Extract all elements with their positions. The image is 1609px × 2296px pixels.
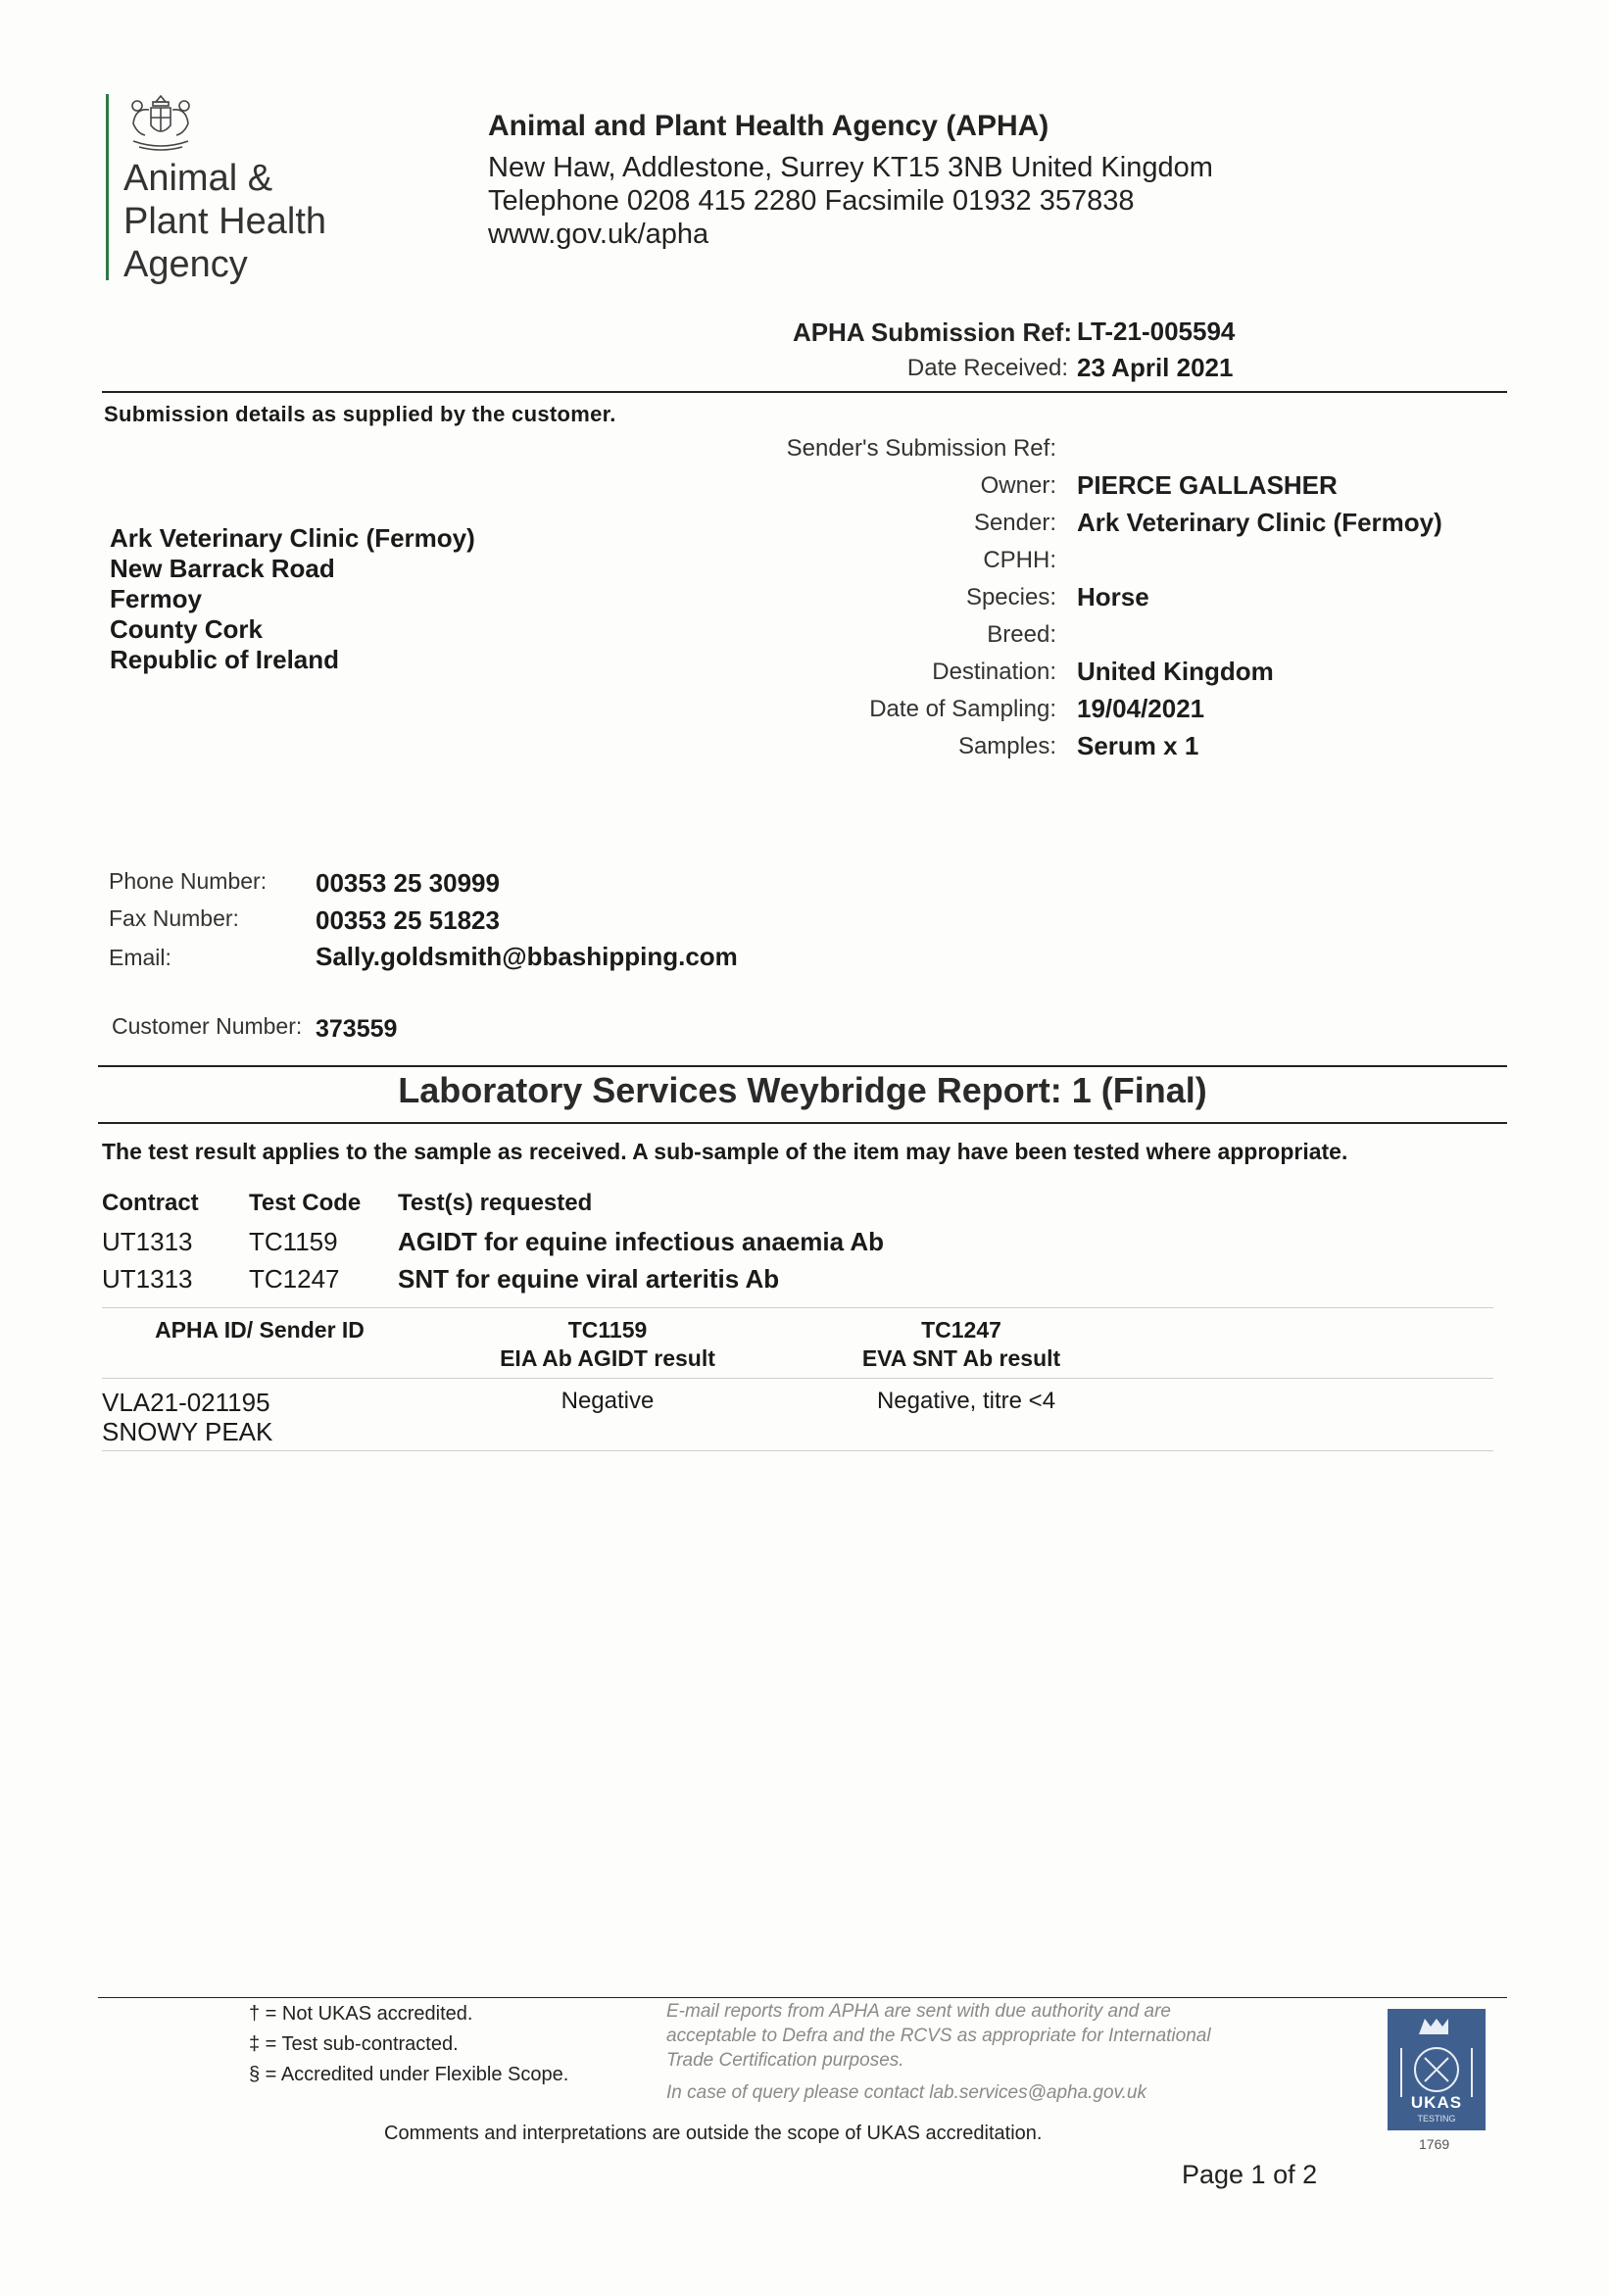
email-label: Email: — [109, 945, 171, 970]
address-line: Republic of Ireland — [110, 645, 340, 674]
table-cell-test-requested: SNT for equine viral arteritis Ab — [398, 1264, 780, 1294]
customer-address — [110, 523, 475, 675]
results-header-col2-code: TC1247 — [921, 1317, 1001, 1343]
accreditation-key — [249, 1999, 568, 2090]
divider — [98, 1122, 1507, 1124]
applies-note: The test result applies to the sample as received. A sub-sample of the item may have been tested where appropriate. — [102, 1139, 1348, 1164]
address-line: Fermoy — [110, 584, 202, 613]
contact-note: In case of query please contact lab.services@apha.gov.uk — [666, 2082, 1146, 2103]
note-line: acceptable to Defra and the RCVS as appropriate for International — [666, 2026, 1211, 2046]
table-cell-test-code: TC1159 — [249, 1227, 338, 1256]
address-line: County Cork — [110, 614, 263, 644]
note-line: E-mail reports from APHA are sent with due authority and are — [666, 2001, 1171, 2022]
fax-value: 00353 25 51823 — [316, 905, 500, 935]
ukas-comment: Comments and interpretations are outside the scope of UKAS accreditation. — [384, 2123, 1043, 2144]
submission-ref-label: APHA Submission Ref: — [792, 318, 1072, 347]
ukas-number: 1769 — [1419, 2136, 1450, 2152]
result-eva: Negative, titre <4 — [876, 1388, 1056, 1414]
customer-number-value: 373559 — [316, 1015, 398, 1043]
owner-value: PIERCE GALLASHER — [1077, 470, 1338, 500]
detail-label: Owner: — [980, 472, 1056, 499]
key-not-accredited: † = Not UKAS accredited. — [249, 2003, 473, 2025]
logo-line-2: Plant Health — [123, 201, 327, 242]
divider — [98, 1997, 1507, 1998]
divider — [102, 391, 1507, 393]
email-value[interactable]: Sally.goldsmith@bbashipping.com — [316, 942, 738, 971]
apha-id: VLA21-021195 — [102, 1388, 270, 1417]
sender-id: SNOWY PEAK — [102, 1417, 273, 1446]
agency-address: New Haw, Addlestone, Surrey KT15 3NB United Kingdom — [488, 152, 1213, 183]
col-header-tests-requested: Test(s) requested — [398, 1190, 593, 1216]
agency-phone-fax: Telephone 0208 415 2280 Facsimile 01932 357838 — [488, 185, 1135, 217]
logo-line-3: Agency — [123, 244, 248, 285]
royal-coat-of-arms-icon — [123, 90, 198, 157]
col-header-test-code: Test Code — [249, 1190, 362, 1216]
phone-label: Phone Number: — [109, 868, 268, 894]
divider — [102, 1307, 1493, 1308]
submission-ref-value: LT-21-005594 — [1077, 317, 1236, 346]
date-received-label: Date Received: — [906, 355, 1068, 381]
results-header-col1-code: TC1159 — [567, 1317, 648, 1343]
sender-value: Ark Veterinary Clinic (Fermoy) — [1077, 508, 1442, 537]
divider — [98, 1065, 1507, 1067]
detail-label: Destination: — [932, 659, 1056, 685]
key-flexible-scope: § = Accredited under Flexible Scope. — [249, 2064, 569, 2085]
detail-label: Samples: — [957, 733, 1056, 759]
detail-label: Breed: — [987, 621, 1056, 648]
detail-label: CPHH: — [983, 547, 1056, 573]
address-line: New Barrack Road — [110, 554, 335, 583]
agency-name: Animal and Plant Health Agency (APHA) — [488, 110, 1049, 142]
results-header-col1-name: EIA Ab AGIDT result — [500, 1345, 715, 1371]
result-eia: Negative — [561, 1388, 655, 1414]
results-header-col2-name: EVA SNT Ab result — [861, 1345, 1061, 1371]
col-header-contract: Contract — [102, 1190, 199, 1216]
table-cell-test-requested: AGIDT for equine infectious anaemia Ab — [398, 1227, 884, 1256]
divider — [102, 1378, 1493, 1379]
address-line: Ark Veterinary Clinic (Fermoy) — [110, 523, 475, 553]
date-received-value: 23 April 2021 — [1077, 353, 1234, 382]
detail-label: Date of Sampling: — [869, 696, 1056, 722]
agency-header — [488, 110, 1213, 251]
logo-accent-bar — [106, 94, 109, 280]
details-heading: Submission details as supplied by the customer. — [104, 402, 616, 426]
phone-value: 00353 25 30999 — [316, 868, 500, 898]
table-cell-contract: UT1313 — [102, 1227, 193, 1256]
destination-value: United Kingdom — [1077, 657, 1274, 686]
page-number: Page 1 of 2 — [1182, 2160, 1318, 2189]
table-cell-test-code: TC1247 — [249, 1264, 340, 1294]
samples-value: Serum x 1 — [1077, 731, 1199, 760]
results-header-id: APHA ID/ Sender ID — [155, 1317, 365, 1343]
divider — [102, 1450, 1493, 1451]
agency-website[interactable]: www.gov.uk/apha — [488, 219, 709, 250]
sampling-date-value: 19/04/2021 — [1077, 694, 1205, 723]
key-sub-contracted: ‡ = Test sub-contracted. — [249, 2033, 459, 2055]
table-cell-contract: UT1313 — [102, 1264, 193, 1294]
detail-label: Sender's Submission Ref: — [786, 435, 1056, 462]
email-report-note — [666, 1999, 1211, 2105]
customer-number-label: Customer Number: — [112, 1013, 303, 1039]
logo-line-1: Animal & — [123, 158, 273, 199]
ukas-sub-label: TESTING — [1417, 2114, 1456, 2124]
species-value: Horse — [1077, 582, 1149, 611]
agency-logo-text — [123, 157, 326, 286]
note-line: Trade Certification purposes. — [666, 2050, 904, 2071]
detail-label: Sender: — [973, 510, 1056, 536]
fax-label: Fax Number: — [109, 905, 239, 931]
report-title: Laboratory Services Weybridge Report: 1 (Final) — [398, 1070, 1207, 1110]
ukas-label: UKAS — [1410, 2093, 1463, 2112]
detail-label: Species: — [965, 584, 1056, 611]
